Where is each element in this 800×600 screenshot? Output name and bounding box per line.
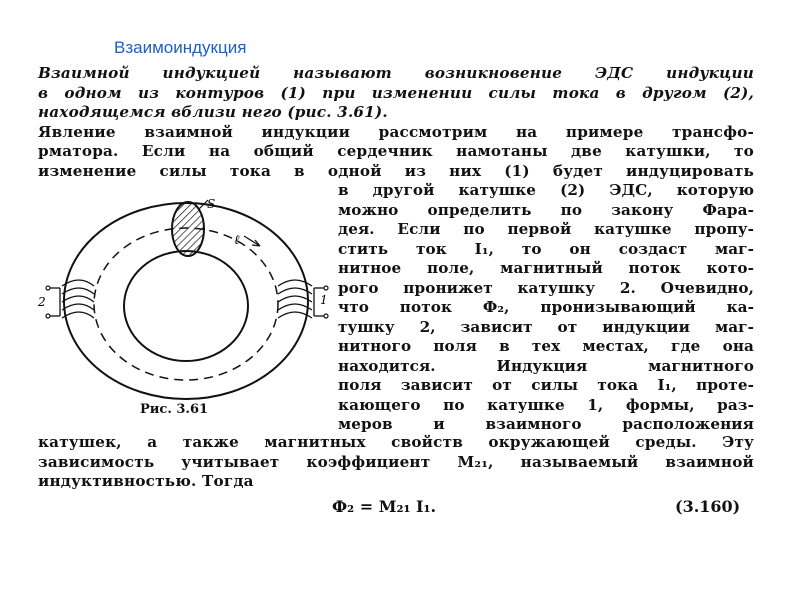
text-line: нитного поля в тех местах, где она — [338, 337, 754, 355]
direction-arrow — [244, 236, 260, 246]
label-coil-1: 1 — [320, 293, 328, 307]
text-line: стить ток I₁, то он создаст маг- — [338, 239, 754, 258]
text-line: поля зависит от силы тока I₁, проте- — [338, 376, 754, 394]
text-line: нитное поле, магнитный поток кото- — [338, 259, 754, 277]
core-inner-edge — [124, 251, 248, 361]
coil-2 — [46, 280, 94, 318]
text-line: катушек, а также магнитных свойств окружающей среды. Эту — [38, 433, 754, 451]
text-line: изменение силы тока в одной из них (1) будет индуцировать — [38, 161, 754, 180]
text-line: в другой катушке (2) ЭДС, которую — [338, 181, 754, 199]
text-line: рого пронижет катушку 2. Очевидно, — [338, 278, 754, 297]
paragraph-bottom — [38, 433, 754, 492]
paragraph-top — [38, 64, 754, 181]
equation-formula: Ф₂ = M₂₁ I₁. — [332, 497, 437, 516]
cross-section-s — [172, 202, 204, 256]
text-line: что поток Ф₂, пронизывающий ка- — [338, 298, 754, 316]
text-line: можно определить по закону Фара- — [338, 200, 754, 219]
text-line: рматора. Если на общий сердечник намотаны две катушки, то — [38, 142, 754, 160]
figure-caption: Рис. 3.61 — [140, 402, 209, 417]
text-line: Взаимной индукцией называют возникновение ЭДС индукции — [38, 64, 754, 82]
text-line: находящемся вблизи него (рис. 3.61). — [38, 103, 388, 121]
text-line: кающего по катушке 1, формы, раз- — [338, 395, 754, 414]
text-line: Явление взаимной индукции рассмотрим на примере трансфо- — [38, 122, 754, 141]
text-line: зависимость учитывает коэффициент M₂₁, называемый взаимной — [38, 452, 754, 471]
equation-number: (3.160) — [675, 497, 741, 516]
toroid-transformer-figure — [36, 196, 336, 406]
text-line: в одном из контуров (1) при изменении силы тока в другом (2), — [38, 83, 754, 102]
text-line: тушку 2, зависит от индукции маг- — [338, 317, 754, 336]
text-line: меров и взаимного расположения — [338, 415, 754, 433]
label-l: ℓ — [234, 233, 240, 248]
label-s: S — [207, 197, 216, 211]
text-line: дея. Если по первой катушке пропу- — [338, 220, 754, 238]
text-line: находится. Индукция магнитного — [338, 356, 754, 375]
text-line: индуктивностью. Тогда — [38, 472, 254, 490]
paragraph-side — [338, 181, 754, 435]
slide-title: Взаимоиндукция — [114, 38, 247, 57]
label-coil-2: 2 — [38, 295, 46, 309]
